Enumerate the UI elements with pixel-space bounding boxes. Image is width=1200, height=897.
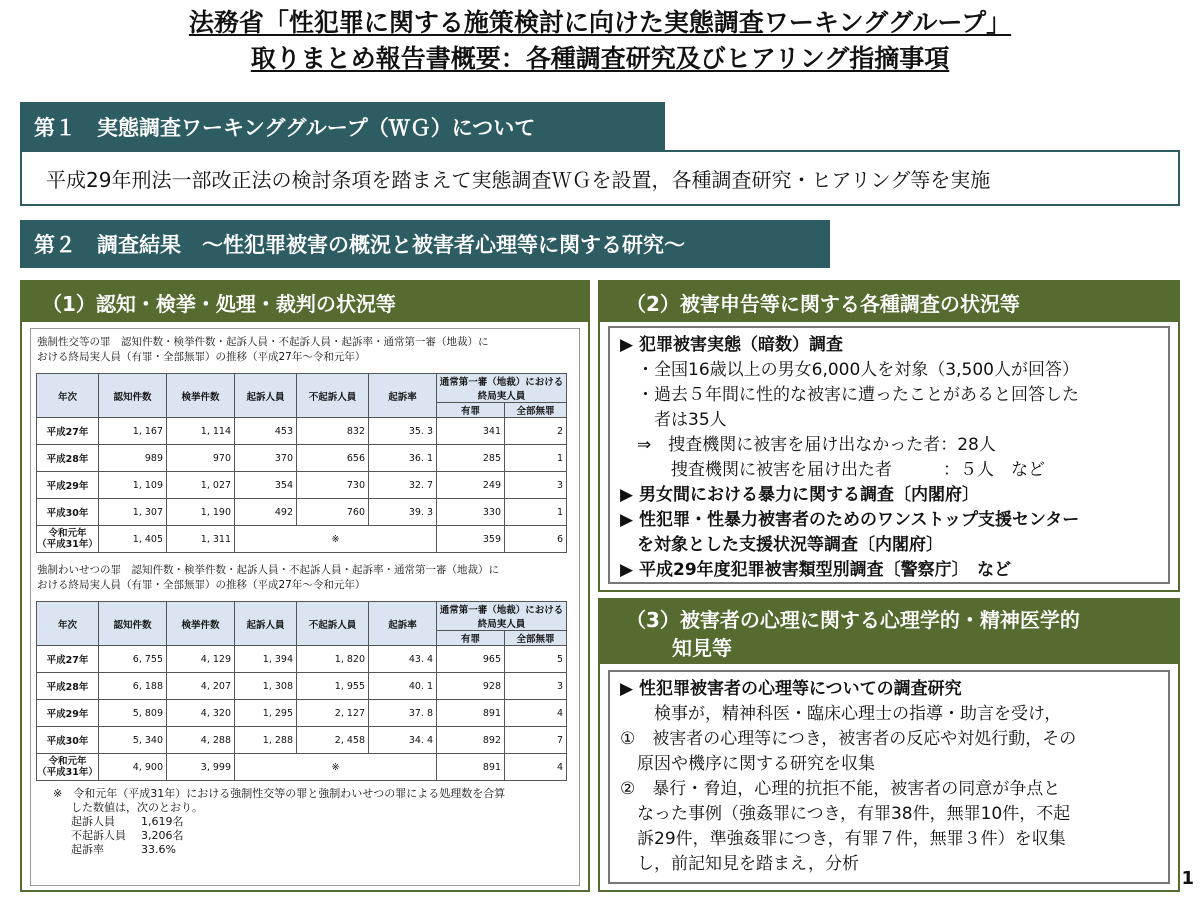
survey-item: ▶ 犯罪被害実態（暗数）調査 (620, 335, 843, 355)
table-cell: 359 (437, 526, 505, 553)
table-cell: 285 (437, 445, 505, 472)
table-cell: 330 (437, 499, 505, 526)
panel-surveys-heading: （2）被害申告等に関する各種調査の状況等 (600, 282, 1178, 322)
table-cell: 5, 809 (99, 700, 167, 727)
table-cell: 40. 1 (369, 673, 437, 700)
table-cell: 6 (505, 526, 567, 553)
table-cell: 730 (297, 472, 369, 499)
survey-item: ▶ 男女間における暴力に関する調査〔内閣府〕 (620, 485, 979, 505)
table2-caption: 強制わいせつの罪 認知件数・検挙件数・起訴人員・不起訴人員・起訴率・通常第一審（地裁）に おける終局実人員（有罪・全部無罪）の推移（平成27年～令和元年） (37, 564, 499, 591)
panel-psychology-body (608, 670, 1170, 884)
table1-forced-intercourse (36, 373, 567, 553)
research-detail: ② 暴行・脅迫，心理的抗拒不能，被害者の同意が争点と (620, 779, 1061, 799)
note-item: 起訴率 33.6% (71, 843, 176, 856)
table-cell: 2, 458 (297, 727, 369, 754)
col-header-recognized: 認知件数 (99, 374, 167, 418)
col-header-rate: 起訴率 (369, 374, 437, 418)
survey-detail: ・全国16歳以上の男女6,000人を対象（3,500人が回答） (620, 360, 1079, 380)
table-cell: 1, 027 (167, 472, 235, 499)
research-detail: なった事例（強姦罪につき，有罪38件，無罪10件，不起 (620, 804, 1071, 824)
table-cell: 3, 999 (167, 754, 235, 781)
table-cell: 1, 820 (297, 646, 369, 673)
col-header-acquitted: 全部無罪 (505, 631, 567, 646)
survey-item: ▶ 平成29年度犯罪被害類型別調査〔警察庁〕 など (620, 560, 1012, 580)
table-cell: 34. 4 (369, 727, 437, 754)
page-title-line2: 取りまとめ報告書概要：各種調査研究及びヒアリング指摘事項 (250, 44, 950, 73)
table-cell: 7 (505, 727, 567, 754)
table-cell: 1, 295 (235, 700, 297, 727)
table-cell: 1, 109 (99, 472, 167, 499)
table-cell: 760 (297, 499, 369, 526)
table-note: ※ 令和元年（平成31年）における強制性交等の罪と強制わいせつの罪による処理数を合算 した数値は，次のとおり。 起訴人員 1,619名 不起訴人員 3,206名 起訴率 33.6% (31, 781, 579, 857)
panel-statistics-heading: （1）認知・検挙・処理・裁判の状況等 (22, 282, 588, 322)
section2-heading: 第２ 調査結果 ～性犯罪被害の概況と被害者心理等に関する研究～ (20, 220, 830, 268)
panel-statistics (20, 280, 590, 892)
col-header-recognized: 認知件数 (99, 602, 167, 646)
table-cell: 4, 288 (167, 727, 235, 754)
panel-surveys (598, 280, 1180, 592)
survey-detail: 捜査機関に被害を届け出た者 ：５人 など (620, 460, 1045, 480)
table-cell: 928 (437, 673, 505, 700)
table-cell: 35. 3 (369, 418, 437, 445)
table-cell: 892 (437, 727, 505, 754)
survey-item: ▶ 性犯罪・性暴力被害者のためのワンストップ支援センター (620, 510, 1080, 530)
col-header-cleared: 検挙件数 (167, 374, 235, 418)
table-cell-year: 平成30年 (37, 499, 99, 526)
table-cell: 3 (505, 472, 567, 499)
survey-detail: 者は35人 (620, 410, 727, 430)
table-cell: 4 (505, 754, 567, 781)
table-cell: 1, 308 (235, 673, 297, 700)
table-row (37, 418, 567, 445)
col-header-rate: 起訴率 (369, 602, 437, 646)
table-row (37, 526, 567, 553)
table-cell-note-mark: ※ (235, 526, 437, 553)
table-cell: 989 (99, 445, 167, 472)
table-cell: 1, 288 (235, 727, 297, 754)
table-cell: 1, 114 (167, 418, 235, 445)
col-header-prosecuted: 起訴人員 (235, 374, 297, 418)
table-row (37, 754, 567, 781)
table-cell: 370 (235, 445, 297, 472)
survey-item: を対象とした支援状況等調査〔内閣府〕 (620, 535, 943, 555)
table-row (37, 673, 567, 700)
table-row (37, 472, 567, 499)
panel-psychology-heading: （3）被害者の心理に関する心理学的・精神医学的 知見等 (600, 600, 1178, 664)
statistics-tables (30, 328, 580, 886)
research-item: ▶ 性犯罪被害者の心理等についての調査研究 (620, 679, 962, 699)
col-header-court: 通常第一審（地裁）における終局実人員 (437, 602, 567, 631)
table-cell: 39. 3 (369, 499, 437, 526)
table-row (37, 700, 567, 727)
research-detail: 原因や機序に関する研究を収集 (620, 754, 875, 774)
note-item: 不起訴人員 3,206名 (71, 829, 184, 842)
table-cell: 4, 320 (167, 700, 235, 727)
section1-heading: 第１ 実態調査ワーキンググループ（ＷＧ）について (20, 102, 665, 152)
table-cell: 6, 755 (99, 646, 167, 673)
table-cell: 341 (437, 418, 505, 445)
table-cell: 249 (437, 472, 505, 499)
table-cell-year: 平成27年 (37, 418, 99, 445)
table-cell: 2 (505, 418, 567, 445)
table-cell-year: 平成29年 (37, 472, 99, 499)
col-header-prosecuted: 起訴人員 (235, 602, 297, 646)
survey-detail: ⇒ 捜査機関に被害を届け出なかった者：28人 (620, 435, 996, 455)
research-detail: 訴29件，準強姦罪につき，有罪７件，無罪３件）を収集 (620, 829, 1066, 849)
table-cell-year: 平成28年 (37, 673, 99, 700)
col-header-not-prosecuted: 不起訴人員 (297, 602, 369, 646)
table-cell: 492 (235, 499, 297, 526)
table-cell: 891 (437, 754, 505, 781)
research-detail: ① 被害者の心理等につき，被害者の反応や対処行動，その (620, 729, 1077, 749)
table2-indecent-assault (36, 601, 567, 781)
survey-detail: ・過去５年間に性的な被害に遭ったことがあると回答した (620, 385, 1079, 405)
table-cell: 1 (505, 445, 567, 472)
table-cell-year: 平成27年 (37, 646, 99, 673)
table-cell-year: 平成29年 (37, 700, 99, 727)
table-cell: 4, 129 (167, 646, 235, 673)
table-cell: 891 (437, 700, 505, 727)
col-header-not-prosecuted: 不起訴人員 (297, 374, 369, 418)
table-cell: 6, 188 (99, 673, 167, 700)
table-cell: 1, 405 (99, 526, 167, 553)
col-header-year: 年次 (37, 602, 99, 646)
table-cell: 1, 190 (167, 499, 235, 526)
table-cell: 1 (505, 499, 567, 526)
table-row (37, 727, 567, 754)
table-cell: 453 (235, 418, 297, 445)
table-row (37, 499, 567, 526)
table-cell: 2, 127 (297, 700, 369, 727)
table-cell: 965 (437, 646, 505, 673)
table-cell: 656 (297, 445, 369, 472)
research-detail: し，前記知見を踏まえ，分析 (620, 854, 860, 874)
col-header-acquitted: 全部無罪 (505, 403, 567, 418)
table-row (37, 646, 567, 673)
table-cell: 1, 955 (297, 673, 369, 700)
table-cell-year: 令和元年 （平成31年） (37, 754, 99, 781)
table-cell: 1, 167 (99, 418, 167, 445)
table1-caption: 強制性交等の罪 認知件数・検挙件数・起訴人員・不起訴人員・起訴率・通常第一審（地裁）に おける終局実人員（有罪・全部無罪）の推移（平成27年～令和元年） (37, 336, 489, 363)
table-cell-year: 平成28年 (37, 445, 99, 472)
table-cell: 1, 311 (167, 526, 235, 553)
table-cell: 1, 307 (99, 499, 167, 526)
table-cell: 5 (505, 646, 567, 673)
table-cell: 1, 394 (235, 646, 297, 673)
col-header-guilty: 有罪 (437, 631, 505, 646)
table-cell: 4, 900 (99, 754, 167, 781)
page-number: 1 (1181, 868, 1194, 889)
table-cell: 32. 7 (369, 472, 437, 499)
table-cell: 4, 207 (167, 673, 235, 700)
col-header-year: 年次 (37, 374, 99, 418)
research-detail: 検事が，精神科医・臨床心理士の指導・助言を受け， (620, 704, 1062, 724)
table-cell: 5, 340 (99, 727, 167, 754)
table-cell: 43. 4 (369, 646, 437, 673)
note-item: 起訴人員 1,619名 (71, 815, 184, 828)
table-cell-year: 平成30年 (37, 727, 99, 754)
table-row (37, 445, 567, 472)
panel-psychology (598, 598, 1180, 892)
col-header-cleared: 検挙件数 (167, 602, 235, 646)
col-header-court: 通常第一審（地裁）における終局実人員 (437, 374, 567, 403)
table-cell-note-mark: ※ (235, 754, 437, 781)
table-cell: 3 (505, 673, 567, 700)
table-cell: 4 (505, 700, 567, 727)
section1-body: 平成29年刑法一部改正法の検討条項を踏まえて実態調査ＷＧを設置，各種調査研究・ヒアリング等を実施 (20, 150, 1180, 206)
page-title-line1: 法務省「性犯罪に関する施策検討に向けた実態調査ワーキンググループ」 (188, 8, 1012, 37)
panel-surveys-body (608, 326, 1170, 584)
table-cell: 354 (235, 472, 297, 499)
col-header-guilty: 有罪 (437, 403, 505, 418)
table-cell: 970 (167, 445, 235, 472)
table-cell: 832 (297, 418, 369, 445)
table-cell-year: 令和元年 （平成31年） (37, 526, 99, 553)
table-cell: 37. 8 (369, 700, 437, 727)
table-cell: 36. 1 (369, 445, 437, 472)
